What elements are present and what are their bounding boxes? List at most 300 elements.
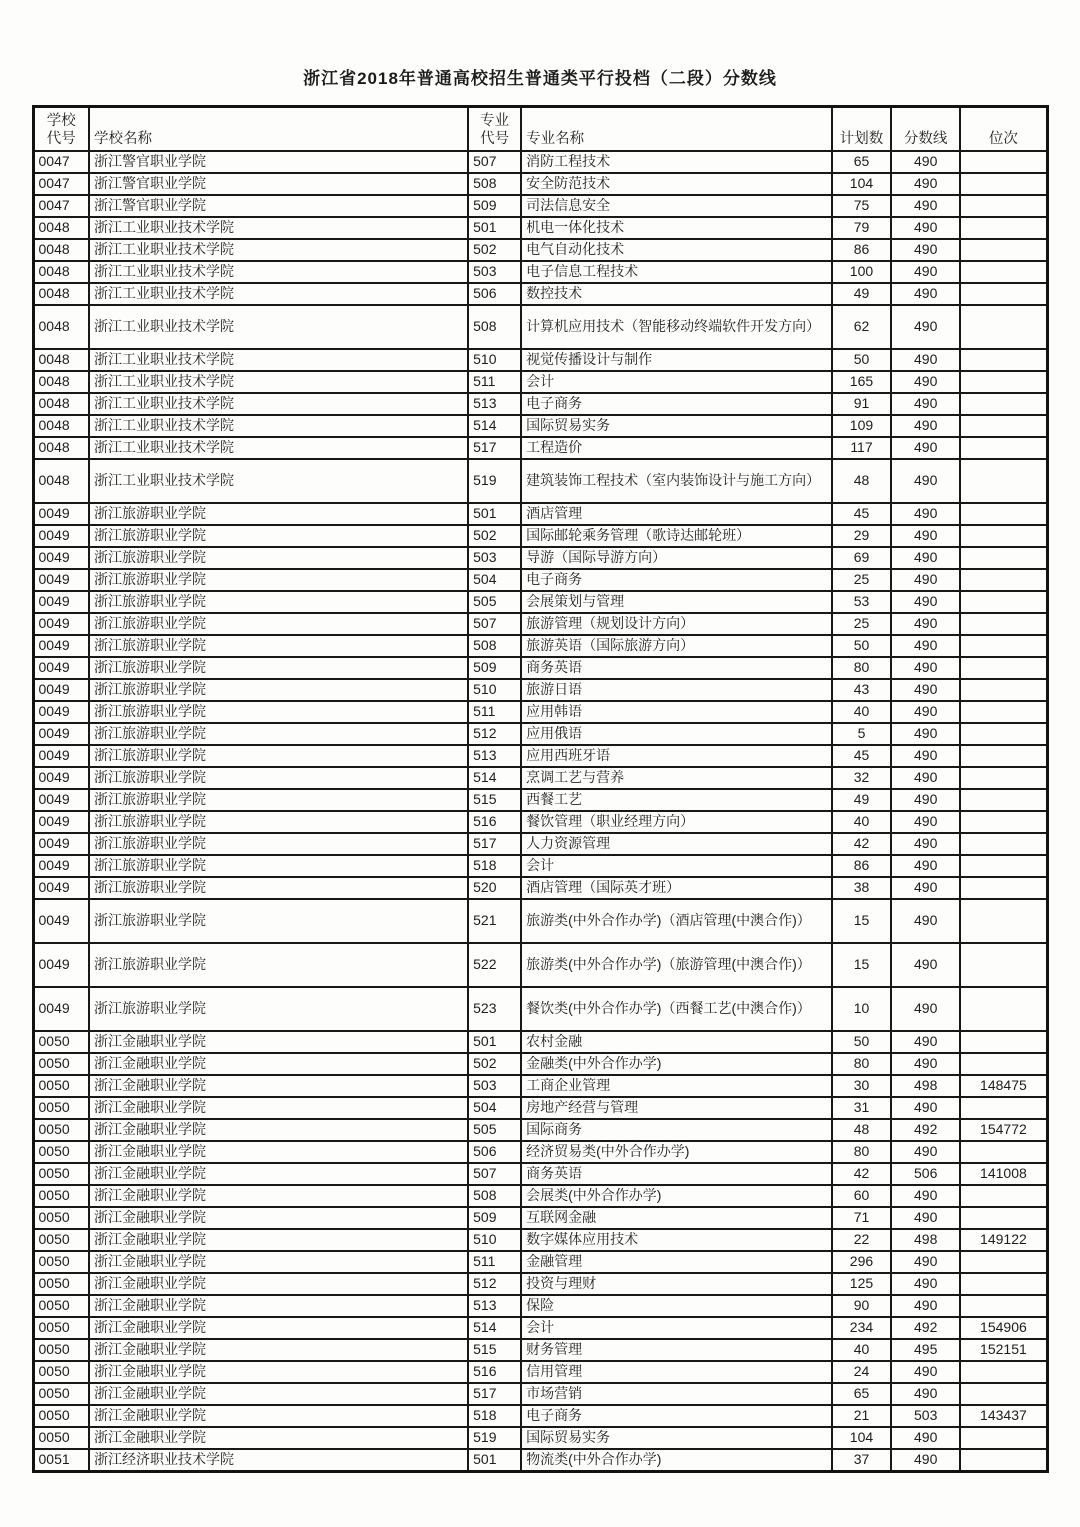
cell-plan: 21 [832, 1405, 891, 1427]
cell-rank [960, 349, 1047, 371]
cell-rank: 154772 [960, 1119, 1047, 1141]
cell-plan: 125 [832, 1273, 891, 1295]
cell-plan: 50 [832, 635, 891, 657]
table-row [33, 283, 1047, 305]
cell-major_code: 511 [468, 1251, 521, 1273]
cell-score: 495 [891, 1339, 960, 1361]
col-header-major-code-line2: 代号 [480, 130, 510, 147]
cell-plan: 25 [832, 613, 891, 635]
cell-score: 490 [891, 1141, 960, 1163]
cell-score: 490 [891, 173, 960, 195]
table-row [33, 239, 1047, 261]
cell-school_name: 浙江旅游职业学院 [89, 811, 468, 833]
cell-plan: 296 [832, 1251, 891, 1273]
cell-score: 490 [891, 855, 960, 877]
cell-school_name: 浙江工业职业技术学院 [89, 349, 468, 371]
cell-plan: 60 [832, 1185, 891, 1207]
cell-school_code: 0049 [33, 943, 89, 987]
cell-major_code: 508 [468, 173, 521, 195]
cell-rank [960, 503, 1047, 525]
cell-major_code: 509 [468, 1207, 521, 1229]
cell-major_code: 517 [468, 833, 521, 855]
cell-school_name: 浙江工业职业技术学院 [89, 283, 468, 305]
cell-score: 490 [891, 569, 960, 591]
cell-score: 490 [891, 437, 960, 459]
cell-score: 490 [891, 811, 960, 833]
table-row [33, 943, 1047, 987]
cell-rank [960, 1141, 1047, 1163]
cell-score: 490 [891, 1031, 960, 1053]
cell-score: 490 [891, 1097, 960, 1119]
cell-score: 490 [891, 1207, 960, 1229]
table-row [33, 613, 1047, 635]
cell-plan: 86 [832, 855, 891, 877]
cell-school_name: 浙江工业职业技术学院 [89, 371, 468, 393]
cell-score: 492 [891, 1317, 960, 1339]
cell-plan: 49 [832, 283, 891, 305]
cell-school_name: 浙江金融职业学院 [89, 1141, 468, 1163]
table-row [33, 1295, 1047, 1317]
cell-major_name: 国际邮轮乘务管理（歌诗达邮轮班） [521, 525, 832, 547]
cell-major_code: 506 [468, 283, 521, 305]
cell-major_name: 投资与理财 [521, 1273, 832, 1295]
cell-plan: 38 [832, 877, 891, 899]
cell-score: 492 [891, 1119, 960, 1141]
cell-major_name: 西餐工艺 [521, 789, 832, 811]
cell-school_name: 浙江金融职业学院 [89, 1185, 468, 1207]
cell-major_name: 数字媒体应用技术 [521, 1229, 832, 1251]
cell-rank [960, 1295, 1047, 1317]
cell-major_code: 515 [468, 789, 521, 811]
cell-plan: 91 [832, 393, 891, 415]
cell-school_name: 浙江金融职业学院 [89, 1097, 468, 1119]
table-row [33, 1031, 1047, 1053]
cell-score: 490 [891, 657, 960, 679]
cell-major_name: 保险 [521, 1295, 832, 1317]
cell-score: 490 [891, 371, 960, 393]
cell-rank [960, 305, 1047, 349]
cell-major_code: 511 [468, 701, 521, 723]
cell-school_name: 浙江旅游职业学院 [89, 987, 468, 1031]
cell-rank [960, 635, 1047, 657]
cell-school_name: 浙江警官职业学院 [89, 195, 468, 217]
cell-rank [960, 1031, 1047, 1053]
cell-school_code: 0051 [33, 1449, 89, 1472]
cell-school_name: 浙江旅游职业学院 [89, 679, 468, 701]
cell-major_name: 会计 [521, 371, 832, 393]
cell-major_code: 513 [468, 745, 521, 767]
cell-school_name: 浙江金融职业学院 [89, 1119, 468, 1141]
table-row [33, 415, 1047, 437]
cell-plan: 65 [832, 151, 891, 173]
cell-school_name: 浙江金融职业学院 [89, 1251, 468, 1273]
cell-school_code: 0050 [33, 1361, 89, 1383]
cell-school_name: 浙江警官职业学院 [89, 173, 468, 195]
cell-major_name: 旅游类(中外合作办学)（酒店管理(中澳合作)） [521, 899, 832, 943]
col-header-school-code [33, 107, 89, 152]
cell-rank [960, 1053, 1047, 1075]
cell-score: 490 [891, 789, 960, 811]
cell-school_code: 0050 [33, 1031, 89, 1053]
cell-score: 490 [891, 1295, 960, 1317]
table-row [33, 525, 1047, 547]
cell-school_code: 0049 [33, 525, 89, 547]
cell-score: 490 [891, 723, 960, 745]
cell-rank [960, 745, 1047, 767]
col-header-major-code-line1: 专业 [480, 112, 510, 129]
cell-score: 490 [891, 1053, 960, 1075]
cell-major_name: 烹调工艺与营养 [521, 767, 832, 789]
table-row [33, 1383, 1047, 1405]
cell-rank [960, 591, 1047, 613]
cell-major_name: 建筑装饰工程技术（室内装饰设计与施工方向） [521, 459, 832, 503]
cell-rank [960, 877, 1047, 899]
cell-rank [960, 173, 1047, 195]
cell-plan: 80 [832, 1141, 891, 1163]
cell-school_code: 0048 [33, 371, 89, 393]
cell-school_code: 0049 [33, 635, 89, 657]
cell-school_code: 0050 [33, 1075, 89, 1097]
cell-major_name: 会展策划与管理 [521, 591, 832, 613]
cell-school_name: 浙江金融职业学院 [89, 1295, 468, 1317]
cell-score: 490 [891, 261, 960, 283]
table-row [33, 1427, 1047, 1449]
cell-score: 490 [891, 679, 960, 701]
cell-plan: 43 [832, 679, 891, 701]
table-row [33, 1097, 1047, 1119]
cell-rank [960, 679, 1047, 701]
cell-school_name: 浙江警官职业学院 [89, 151, 468, 173]
cell-rank [960, 1097, 1047, 1119]
cell-rank [960, 1427, 1047, 1449]
cell-major_name: 餐饮类(中外合作办学)（西餐工艺(中澳合作)） [521, 987, 832, 1031]
cell-rank [960, 547, 1047, 569]
cell-school_name: 浙江旅游职业学院 [89, 745, 468, 767]
cell-rank [960, 1185, 1047, 1207]
table-row [33, 1141, 1047, 1163]
cell-major_code: 501 [468, 1449, 521, 1472]
cell-score: 490 [891, 767, 960, 789]
cell-major_name: 会展类(中外合作办学) [521, 1185, 832, 1207]
cell-score: 490 [891, 1383, 960, 1405]
cell-school_code: 0049 [33, 657, 89, 679]
table-row [33, 1053, 1047, 1075]
cell-plan: 75 [832, 195, 891, 217]
document-title: 浙江省2018年普通高校招生普通类平行投档（二段）分数线 [303, 69, 777, 88]
cell-score: 490 [891, 1449, 960, 1472]
table-row [33, 1229, 1047, 1251]
cell-major_code: 501 [468, 1031, 521, 1053]
cell-school_name: 浙江旅游职业学院 [89, 613, 468, 635]
cell-school_code: 0048 [33, 283, 89, 305]
cell-school_name: 浙江旅游职业学院 [89, 943, 468, 987]
cell-school_name: 浙江金融职业学院 [89, 1053, 468, 1075]
cell-school_code: 0050 [33, 1119, 89, 1141]
cell-school_name: 浙江旅游职业学院 [89, 635, 468, 657]
cell-school_name: 浙江旅游职业学院 [89, 547, 468, 569]
cell-plan: 31 [832, 1097, 891, 1119]
cell-rank [960, 899, 1047, 943]
cell-major_name: 国际商务 [521, 1119, 832, 1141]
cell-rank [960, 789, 1047, 811]
cell-rank [960, 283, 1047, 305]
cell-rank [960, 1449, 1047, 1472]
cell-rank [960, 217, 1047, 239]
cell-school_name: 浙江工业职业技术学院 [89, 261, 468, 283]
cell-major_name: 信用管理 [521, 1361, 832, 1383]
cell-major_code: 502 [468, 239, 521, 261]
cell-major_code: 508 [468, 1185, 521, 1207]
cell-school_code: 0050 [33, 1229, 89, 1251]
cell-rank [960, 151, 1047, 173]
cell-major_code: 503 [468, 1075, 521, 1097]
cell-school_name: 浙江旅游职业学院 [89, 503, 468, 525]
cell-school_name: 浙江旅游职业学院 [89, 855, 468, 877]
cell-score: 490 [891, 943, 960, 987]
cell-school_name: 浙江金融职业学院 [89, 1317, 468, 1339]
cell-school_name: 浙江旅游职业学院 [89, 657, 468, 679]
cell-rank [960, 437, 1047, 459]
cell-major_name: 应用西班牙语 [521, 745, 832, 767]
table-row [33, 1185, 1047, 1207]
cell-major_code: 510 [468, 349, 521, 371]
cell-school_name: 浙江金融职业学院 [89, 1075, 468, 1097]
cell-school_code: 0048 [33, 415, 89, 437]
cell-school_code: 0047 [33, 173, 89, 195]
cell-plan: 40 [832, 811, 891, 833]
cell-plan: 53 [832, 591, 891, 613]
cell-major_name: 人力资源管理 [521, 833, 832, 855]
cell-major_code: 516 [468, 811, 521, 833]
table-row [33, 877, 1047, 899]
cell-plan: 62 [832, 305, 891, 349]
cell-school_name: 浙江旅游职业学院 [89, 833, 468, 855]
cell-school_code: 0049 [33, 987, 89, 1031]
table-header [33, 107, 1047, 152]
cell-school_name: 浙江旅游职业学院 [89, 525, 468, 547]
cell-major_code: 520 [468, 877, 521, 899]
cell-rank [960, 657, 1047, 679]
table-row [33, 1075, 1047, 1097]
cell-rank [960, 723, 1047, 745]
cell-major_name: 消防工程技术 [521, 151, 832, 173]
cell-score: 503 [891, 1405, 960, 1427]
table-row [33, 767, 1047, 789]
cell-major_code: 515 [468, 1339, 521, 1361]
col-header-rank: 位次 [960, 107, 1047, 152]
cell-major_name: 酒店管理（国际英才班） [521, 877, 832, 899]
cell-school_code: 0049 [33, 503, 89, 525]
cell-school_code: 0050 [33, 1251, 89, 1273]
cell-school_name: 浙江工业职业技术学院 [89, 437, 468, 459]
cell-major_code: 505 [468, 1119, 521, 1141]
cell-school_code: 0050 [33, 1163, 89, 1185]
table-row [33, 305, 1047, 349]
cell-rank: 143437 [960, 1405, 1047, 1427]
table-row [33, 723, 1047, 745]
cell-school_code: 0050 [33, 1141, 89, 1163]
cell-score: 490 [891, 349, 960, 371]
cell-school_code: 0047 [33, 195, 89, 217]
cell-plan: 15 [832, 899, 891, 943]
cell-major_name: 数控技术 [521, 283, 832, 305]
table-row [33, 657, 1047, 679]
cell-rank [960, 239, 1047, 261]
cell-major_code: 517 [468, 437, 521, 459]
scores-table [32, 105, 1049, 1473]
cell-rank [960, 987, 1047, 1031]
table-row [33, 151, 1047, 173]
cell-major_name: 房地产经营与管理 [521, 1097, 832, 1119]
cell-school_name: 浙江旅游职业学院 [89, 789, 468, 811]
cell-school_code: 0048 [33, 217, 89, 239]
col-header-school-code-line1: 学校 [46, 112, 76, 129]
cell-school_code: 0050 [33, 1339, 89, 1361]
cell-score: 490 [891, 613, 960, 635]
cell-school_code: 0049 [33, 745, 89, 767]
cell-rank [960, 833, 1047, 855]
table-row [33, 1405, 1047, 1427]
cell-major_name: 旅游类(中外合作办学)（旅游管理(中澳合作)） [521, 943, 832, 987]
cell-rank [960, 1361, 1047, 1383]
cell-plan: 15 [832, 943, 891, 987]
cell-score: 490 [891, 1273, 960, 1295]
cell-major_name: 电子商务 [521, 393, 832, 415]
table-row [33, 569, 1047, 591]
cell-major_code: 513 [468, 393, 521, 415]
cell-school_code: 0048 [33, 459, 89, 503]
cell-major_code: 518 [468, 1405, 521, 1427]
table-row [33, 547, 1047, 569]
cell-score: 490 [891, 877, 960, 899]
cell-rank [960, 371, 1047, 393]
cell-major_code: 506 [468, 1141, 521, 1163]
cell-major_name: 国际贸易实务 [521, 415, 832, 437]
cell-plan: 104 [832, 173, 891, 195]
cell-school_code: 0050 [33, 1295, 89, 1317]
cell-major_name: 视觉传播设计与制作 [521, 349, 832, 371]
cell-plan: 71 [832, 1207, 891, 1229]
cell-plan: 25 [832, 569, 891, 591]
cell-plan: 37 [832, 1449, 891, 1472]
cell-plan: 117 [832, 437, 891, 459]
table-row [33, 459, 1047, 503]
table-row [33, 393, 1047, 415]
cell-major_code: 514 [468, 767, 521, 789]
cell-major_code: 512 [468, 723, 521, 745]
table-row [33, 1317, 1047, 1339]
table-row [33, 1119, 1047, 1141]
cell-school_name: 浙江金融职业学院 [89, 1031, 468, 1053]
cell-major_name: 经济贸易类(中外合作办学) [521, 1141, 832, 1163]
table-row [33, 855, 1047, 877]
cell-school_code: 0049 [33, 613, 89, 635]
cell-school_code: 0049 [33, 811, 89, 833]
cell-plan: 86 [832, 239, 891, 261]
cell-school_code: 0049 [33, 833, 89, 855]
cell-plan: 90 [832, 1295, 891, 1317]
cell-major_name: 金融管理 [521, 1251, 832, 1273]
cell-plan: 30 [832, 1075, 891, 1097]
cell-score: 490 [891, 239, 960, 261]
table-row [33, 789, 1047, 811]
table-row [33, 811, 1047, 833]
cell-school_code: 0048 [33, 261, 89, 283]
cell-score: 490 [891, 1185, 960, 1207]
cell-school_name: 浙江旅游职业学院 [89, 877, 468, 899]
table-row [33, 371, 1047, 393]
cell-major_name: 旅游英语（国际旅游方向） [521, 635, 832, 657]
cell-rank [960, 569, 1047, 591]
cell-school_name: 浙江金融职业学院 [89, 1383, 468, 1405]
cell-school_name: 浙江金融职业学院 [89, 1339, 468, 1361]
cell-plan: 42 [832, 1163, 891, 1185]
cell-plan: 50 [832, 349, 891, 371]
cell-school_code: 0048 [33, 239, 89, 261]
cell-score: 498 [891, 1229, 960, 1251]
table-row [33, 833, 1047, 855]
cell-school_code: 0050 [33, 1383, 89, 1405]
cell-school_code: 0049 [33, 899, 89, 943]
table-body [33, 151, 1047, 1472]
cell-school_name: 浙江工业职业技术学院 [89, 393, 468, 415]
table-row [33, 1207, 1047, 1229]
col-header-major-name: 专业名称 [521, 107, 832, 152]
cell-major_code: 503 [468, 261, 521, 283]
cell-major_name: 工商企业管理 [521, 1075, 832, 1097]
cell-major_name: 电气自动化技术 [521, 239, 832, 261]
cell-rank [960, 261, 1047, 283]
cell-major_code: 521 [468, 899, 521, 943]
cell-major_name: 互联网金融 [521, 1207, 832, 1229]
cell-major_code: 505 [468, 591, 521, 613]
cell-plan: 104 [832, 1427, 891, 1449]
cell-score: 490 [891, 635, 960, 657]
table-row [33, 349, 1047, 371]
cell-school_name: 浙江旅游职业学院 [89, 767, 468, 789]
cell-score: 490 [891, 283, 960, 305]
cell-rank: 149122 [960, 1229, 1047, 1251]
cell-rank [960, 613, 1047, 635]
cell-score: 490 [891, 195, 960, 217]
cell-major_name: 酒店管理 [521, 503, 832, 525]
cell-major_name: 商务英语 [521, 657, 832, 679]
cell-score: 490 [891, 1251, 960, 1273]
table-row [33, 1251, 1047, 1273]
table-row [33, 987, 1047, 1031]
cell-major_code: 501 [468, 503, 521, 525]
table-row [33, 1163, 1047, 1185]
cell-major_name: 安全防范技术 [521, 173, 832, 195]
cell-score: 490 [891, 899, 960, 943]
cell-score: 490 [891, 415, 960, 437]
cell-plan: 165 [832, 371, 891, 393]
cell-school_code: 0050 [33, 1405, 89, 1427]
cell-major_code: 510 [468, 679, 521, 701]
table-row [33, 591, 1047, 613]
cell-major_name: 旅游管理（规划设计方向） [521, 613, 832, 635]
cell-school_code: 0050 [33, 1427, 89, 1449]
cell-score: 490 [891, 305, 960, 349]
table-row [33, 899, 1047, 943]
cell-score: 490 [891, 547, 960, 569]
cell-plan: 45 [832, 503, 891, 525]
col-header-plan: 计划数 [832, 107, 891, 152]
cell-rank: 152151 [960, 1339, 1047, 1361]
col-header-major-code [468, 107, 521, 152]
cell-rank [960, 811, 1047, 833]
cell-school_name: 浙江工业职业技术学院 [89, 239, 468, 261]
